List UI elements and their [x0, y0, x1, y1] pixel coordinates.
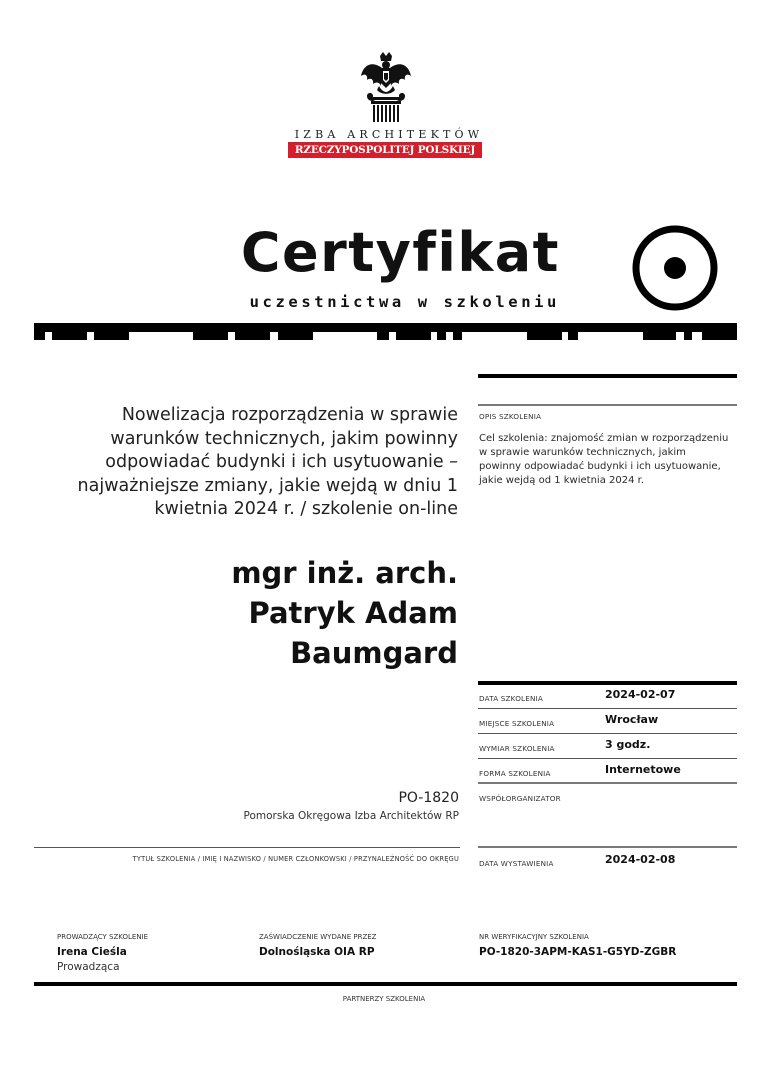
strip-tooth	[643, 332, 676, 340]
strip-tooth	[235, 332, 270, 340]
issue-date-row	[479, 849, 737, 874]
detail-value: Internetowe	[605, 763, 681, 776]
divider-thick	[478, 374, 737, 378]
detail-value: 3 godz.	[605, 738, 651, 751]
issue-date-label: DATA WYSTAWIENIA	[479, 859, 554, 868]
strip-tooth	[193, 332, 228, 340]
strip-tooth	[94, 332, 129, 340]
strip-tooth	[377, 332, 389, 340]
detail-label: FORMA SZKOLENIA	[479, 769, 551, 778]
course-title-line: odpowiadać budynki i ich usytuowanie –	[105, 452, 458, 472]
course-title-line: warunków technicznych, jakim powinny	[110, 428, 458, 449]
description-text: Cel szkolenia: znajomość zmian w rozporządzeniu w sprawie warunków technicznych, jakim powinny odpowiadać budynki i ich usytuowanie, jakie wejdą od 1 kwietnia 2024 r.	[479, 433, 729, 486]
description-label: OPIS SZKOLENIA	[479, 412, 542, 421]
issuer-label: ZAŚWIADCZENIE WYDANE PRZEZ	[259, 933, 377, 941]
course-title-line: kwietnia 2024 r. / szkolenie on-line	[154, 499, 458, 519]
detail-label: WSPÓŁORGANIZATOR	[479, 794, 561, 803]
participant-name-line: Baumgard	[290, 636, 458, 670]
detail-label: MIEJSCE SZKOLENIA	[479, 719, 555, 728]
certificate-subtitle: uczestnictwa w szkoleniu	[249, 293, 560, 311]
course-title-line: Nowelizacja rozporządzenia w sprawie	[121, 405, 458, 425]
footer-divider-thick	[34, 982, 737, 986]
strip-tooth	[527, 332, 562, 340]
detail-row-duration	[479, 734, 737, 759]
detail-row-date	[479, 684, 737, 709]
strip-tooth	[453, 332, 462, 340]
eagle-emblem-icon	[359, 52, 413, 122]
detail-value: Wrocław	[605, 713, 659, 726]
detail-label: DATA SZKOLENIA	[479, 694, 544, 703]
detail-row-form	[479, 759, 737, 784]
verification-code: PO-1820-3APM-KAS1-G5YD-ZGBR	[479, 946, 677, 958]
strip-tooth	[278, 332, 313, 340]
strip-tooth	[684, 332, 692, 340]
strip-tooth	[702, 332, 737, 340]
member-number: PO-1820	[398, 790, 459, 806]
verification-label: NR WERYFIKACYJNY SZKOLENIA	[479, 933, 589, 941]
participant-name-line: Patryk Adam	[248, 596, 458, 630]
participant-name	[200, 553, 458, 673]
trainer-role: Prowadząca	[57, 961, 120, 973]
strip-tooth	[396, 332, 431, 340]
detail-value: 2024-02-07	[605, 688, 676, 701]
trainer-label: PROWADZĄCY SZKOLENIE	[57, 933, 149, 941]
strip-tooth	[34, 332, 45, 340]
detail-row-place	[479, 709, 737, 734]
certificate-title: Certyfikat	[240, 221, 560, 284]
issue-date-value: 2024-02-08	[605, 853, 676, 866]
detail-label: WYMIAR SZKOLENIA	[479, 744, 555, 753]
divider-thin	[34, 847, 460, 848]
divider-thin	[478, 846, 737, 848]
left-column-caption: TYTUŁ SZKOLENIA / IMIĘ I NAZWISKO / NUMER CZŁONKOWSKI / PRZYNALEŻNOŚĆ DO OKRĘGU	[132, 855, 459, 863]
org-name-line1: IZBA ARCHITEKTÓW	[294, 128, 484, 141]
strip-tooth	[52, 332, 87, 340]
strip-tooth	[568, 332, 578, 340]
partners-label: PARTNERZY SZKOLENIA	[342, 995, 426, 1003]
detail-row-coorganizer	[479, 784, 737, 809]
member-region: Pomorska Okręgowa Izba Architektów RP	[243, 810, 459, 822]
divider-thin	[478, 404, 737, 406]
course-title-line: najważniejsze zmiany, jakie wejdą w dniu 1	[77, 475, 458, 496]
circle-dot-icon	[630, 223, 720, 313]
strip-tooth	[437, 332, 446, 340]
org-name-band: RZECZYPOSPOLITEJ POLSKIEJ	[288, 142, 482, 158]
trainer-name: Irena Cieśla	[57, 946, 127, 958]
strip-bar	[34, 323, 737, 332]
course-title	[30, 404, 458, 522]
participant-name-line: mgr inż. arch.	[231, 556, 458, 590]
issuer-name: Dolnośląska OIA RP	[259, 946, 375, 958]
